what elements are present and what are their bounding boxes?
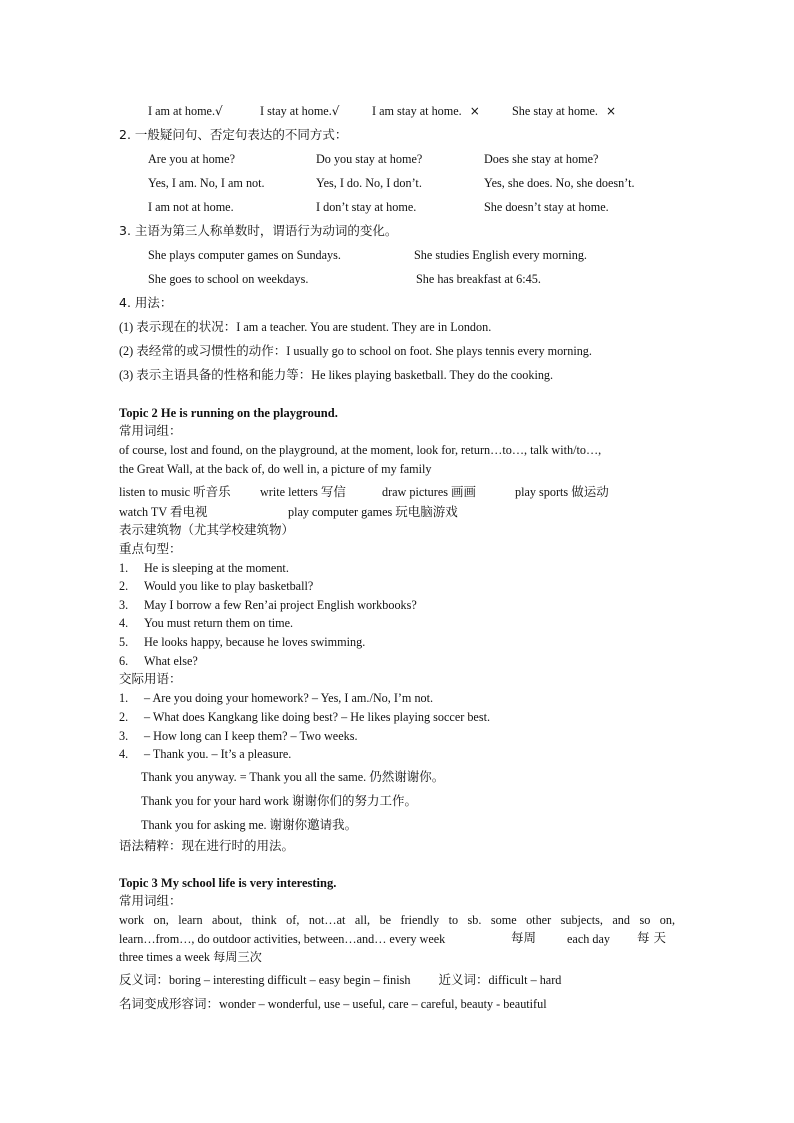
activity-en: play sports xyxy=(515,485,569,499)
section-heading-4: 4. 用法： xyxy=(119,295,173,310)
example-sentence: She goes to school on weekdays. xyxy=(148,272,309,286)
dialog-label: 交际用语： xyxy=(119,671,182,686)
thanks-line xyxy=(141,769,444,785)
activity xyxy=(119,484,231,500)
list-text: He is sleeping at the moment. xyxy=(144,561,289,575)
activity-en: listen to music xyxy=(119,485,191,499)
list-text: He looks happy, because he loves swimming. xyxy=(144,635,366,649)
example-sentence: She studies English every morning. xyxy=(414,248,587,262)
activity-cn: 看电视 xyxy=(170,504,208,519)
section-heading-2: 2. 一般疑问句、否定句表达的不同方式： xyxy=(119,127,348,142)
usage-item xyxy=(119,343,592,359)
list-item xyxy=(119,728,358,744)
phrase-cn: 每 天 xyxy=(637,930,666,945)
usage-num: (2) xyxy=(119,344,134,358)
activity-cn: 写信 xyxy=(320,484,346,499)
usage-en: I usually go to school on foot. She plays tennis every morning. xyxy=(286,344,592,358)
sentence-2 xyxy=(260,103,339,119)
usage-item xyxy=(119,367,553,383)
usage-cn: 表示主语具备的性格和能力等： xyxy=(136,367,312,382)
cross-icon: × xyxy=(469,104,480,118)
phrases-label: 常用词组： xyxy=(119,893,182,908)
list-num: 5. xyxy=(119,635,129,649)
buildings-label: 表示建筑物（尤其学校建筑物） xyxy=(119,522,295,537)
usage-en: He likes playing basketball. They do the cooking. xyxy=(311,368,554,382)
example-sentence: She plays computer games on Sundays. xyxy=(148,248,341,262)
antonym-label: 反义词： xyxy=(119,972,170,987)
list-item xyxy=(119,653,198,669)
sentence-3 xyxy=(372,103,480,119)
list-item xyxy=(119,690,434,706)
list-item xyxy=(119,634,366,650)
usage-cn: 表经常的或习惯性的动作： xyxy=(136,343,287,358)
list-item xyxy=(119,560,289,576)
activity-en: play computer games xyxy=(288,505,393,519)
synonym-values: difficult – hard xyxy=(488,973,562,987)
usage-en: I am a teacher. You are student. They are in London. xyxy=(236,320,492,334)
activity xyxy=(288,504,458,520)
activity xyxy=(382,484,476,500)
activity-en: watch TV xyxy=(119,505,167,519)
activity-en: draw pictures xyxy=(382,485,448,499)
check-icon: √ xyxy=(215,104,223,118)
list-item xyxy=(119,615,294,631)
activity-cn: 听音乐 xyxy=(193,484,231,499)
table-cell: I don’t stay at home. xyxy=(316,200,417,214)
thanks-en: Thank you for asking me. xyxy=(141,818,267,832)
cross-icon: × xyxy=(605,104,617,118)
activity-cn: 玩电脑游戏 xyxy=(395,504,458,519)
topic-3-title: Topic 3 My school life is very interesting. xyxy=(119,876,337,890)
list-item xyxy=(119,578,314,594)
thanks-line xyxy=(141,793,417,809)
usage-num: (1) xyxy=(119,320,134,334)
table-cell: Does she stay at home? xyxy=(484,152,599,166)
sentence-text: She stay at home. xyxy=(512,104,598,118)
list-num: 1. xyxy=(119,561,129,575)
table-cell: I am not at home. xyxy=(148,200,234,214)
adjective-values: wonder – wonderful, use – useful, care – careful, beauty - beautiful xyxy=(219,997,547,1011)
thanks-en: Thank you anyway. = Thank you all the same. xyxy=(141,770,367,784)
thanks-cn: 谢谢你们的努力工作。 xyxy=(291,793,417,808)
check-icon: √ xyxy=(331,104,340,118)
usage-cn: 表示现在的状况： xyxy=(136,319,237,334)
thanks-cn: 谢谢你邀请我。 xyxy=(269,817,358,832)
table-cell: Yes, I do. No, I don’t. xyxy=(316,176,422,190)
antonym-values: boring – interesting difficult – easy begin – finish xyxy=(169,973,411,987)
usage-num: (3) xyxy=(119,368,134,382)
list-text: Would you like to play basketball? xyxy=(144,579,314,593)
sentence-4 xyxy=(512,103,616,119)
table-cell: Yes, I am. No, I am not. xyxy=(148,176,265,190)
usage-item xyxy=(119,319,491,335)
table-cell: Are you at home? xyxy=(148,152,235,166)
list-item xyxy=(119,597,417,613)
list-text: – Thank you. – It’s a pleasure. xyxy=(144,747,292,761)
list-text: – How long can I keep them? – Two weeks. xyxy=(144,729,358,743)
sentence-text: I stay at home. xyxy=(260,104,332,118)
topic-2-title: Topic 2 He is running on the playground. xyxy=(119,406,338,420)
table-cell: She doesn’t stay at home. xyxy=(484,200,609,214)
phrases-line xyxy=(119,931,445,947)
list-num: 4. xyxy=(119,747,129,761)
sentence-text: I am stay at home. xyxy=(372,104,462,118)
activity xyxy=(260,484,346,500)
thanks-line xyxy=(141,817,357,833)
sentence-1 xyxy=(148,103,223,119)
activity-cn: 做运动 xyxy=(571,484,609,499)
thanks-en: Thank you for your hard work xyxy=(141,794,289,808)
list-item xyxy=(119,746,292,762)
list-text: You must return them on time. xyxy=(144,616,294,630)
list-text: – Are you doing your homework? – Yes, I am./No, I’m not. xyxy=(144,691,434,705)
list-text: – What does Kangkang like doing best? – He likes playing soccer best. xyxy=(144,710,491,724)
phrase-en: learn…from…, do outdoor activities, between…and… every week xyxy=(119,932,446,946)
list-num: 4. xyxy=(119,616,129,630)
phrases-line: the Great Wall, at the back of, do well in, a picture of my family xyxy=(119,462,432,476)
list-num: 3. xyxy=(119,729,129,743)
list-text: What else? xyxy=(144,654,198,668)
phrases-line: three times a week 每周三次 xyxy=(119,950,262,964)
list-num: 3. xyxy=(119,598,129,612)
phrases-line: of course, lost and found, on the playground, at the moment, look for, return…to…, talk with/to…, xyxy=(119,443,602,457)
adjective-line xyxy=(119,996,547,1012)
table-cell: Yes, she does. No, she doesn’t. xyxy=(484,176,635,190)
antonym-line xyxy=(119,972,561,988)
table-cell: Do you stay at home? xyxy=(316,152,423,166)
sentences-label: 重点句型： xyxy=(119,541,182,556)
list-num: 2. xyxy=(119,710,129,724)
phrase-en: each day xyxy=(567,932,610,946)
section-heading-3: 3. 主语为第三人称单数时，谓语行为动词的变化。 xyxy=(119,223,398,238)
example-sentence: She has breakfast at 6:45. xyxy=(416,272,541,286)
activity-cn: 画画 xyxy=(451,484,477,499)
adjective-label: 名词变成形容词： xyxy=(119,996,220,1011)
phrases-label: 常用词组： xyxy=(119,423,182,438)
phrases-line: work on, learn about, think of, not…at all, be friendly to sb. some other subjects, and so on, xyxy=(119,913,675,927)
grammar-note: 语法精粹：现在进行时的用法。 xyxy=(119,838,295,853)
activity xyxy=(119,504,208,520)
list-num: 6. xyxy=(119,654,129,668)
sentence-text: I am at home. xyxy=(148,104,216,118)
list-item xyxy=(119,709,491,725)
synonym-label: 近义词： xyxy=(438,972,489,987)
thanks-cn: 仍然谢谢你。 xyxy=(369,769,445,784)
list-text: May I borrow a few Ren’ai project English workbooks? xyxy=(144,598,417,612)
list-num: 2. xyxy=(119,579,129,593)
activity-en: write letters xyxy=(260,485,318,499)
list-num: 1. xyxy=(119,691,129,705)
activity xyxy=(515,484,609,500)
phrase-cn: 每周 xyxy=(511,930,537,945)
